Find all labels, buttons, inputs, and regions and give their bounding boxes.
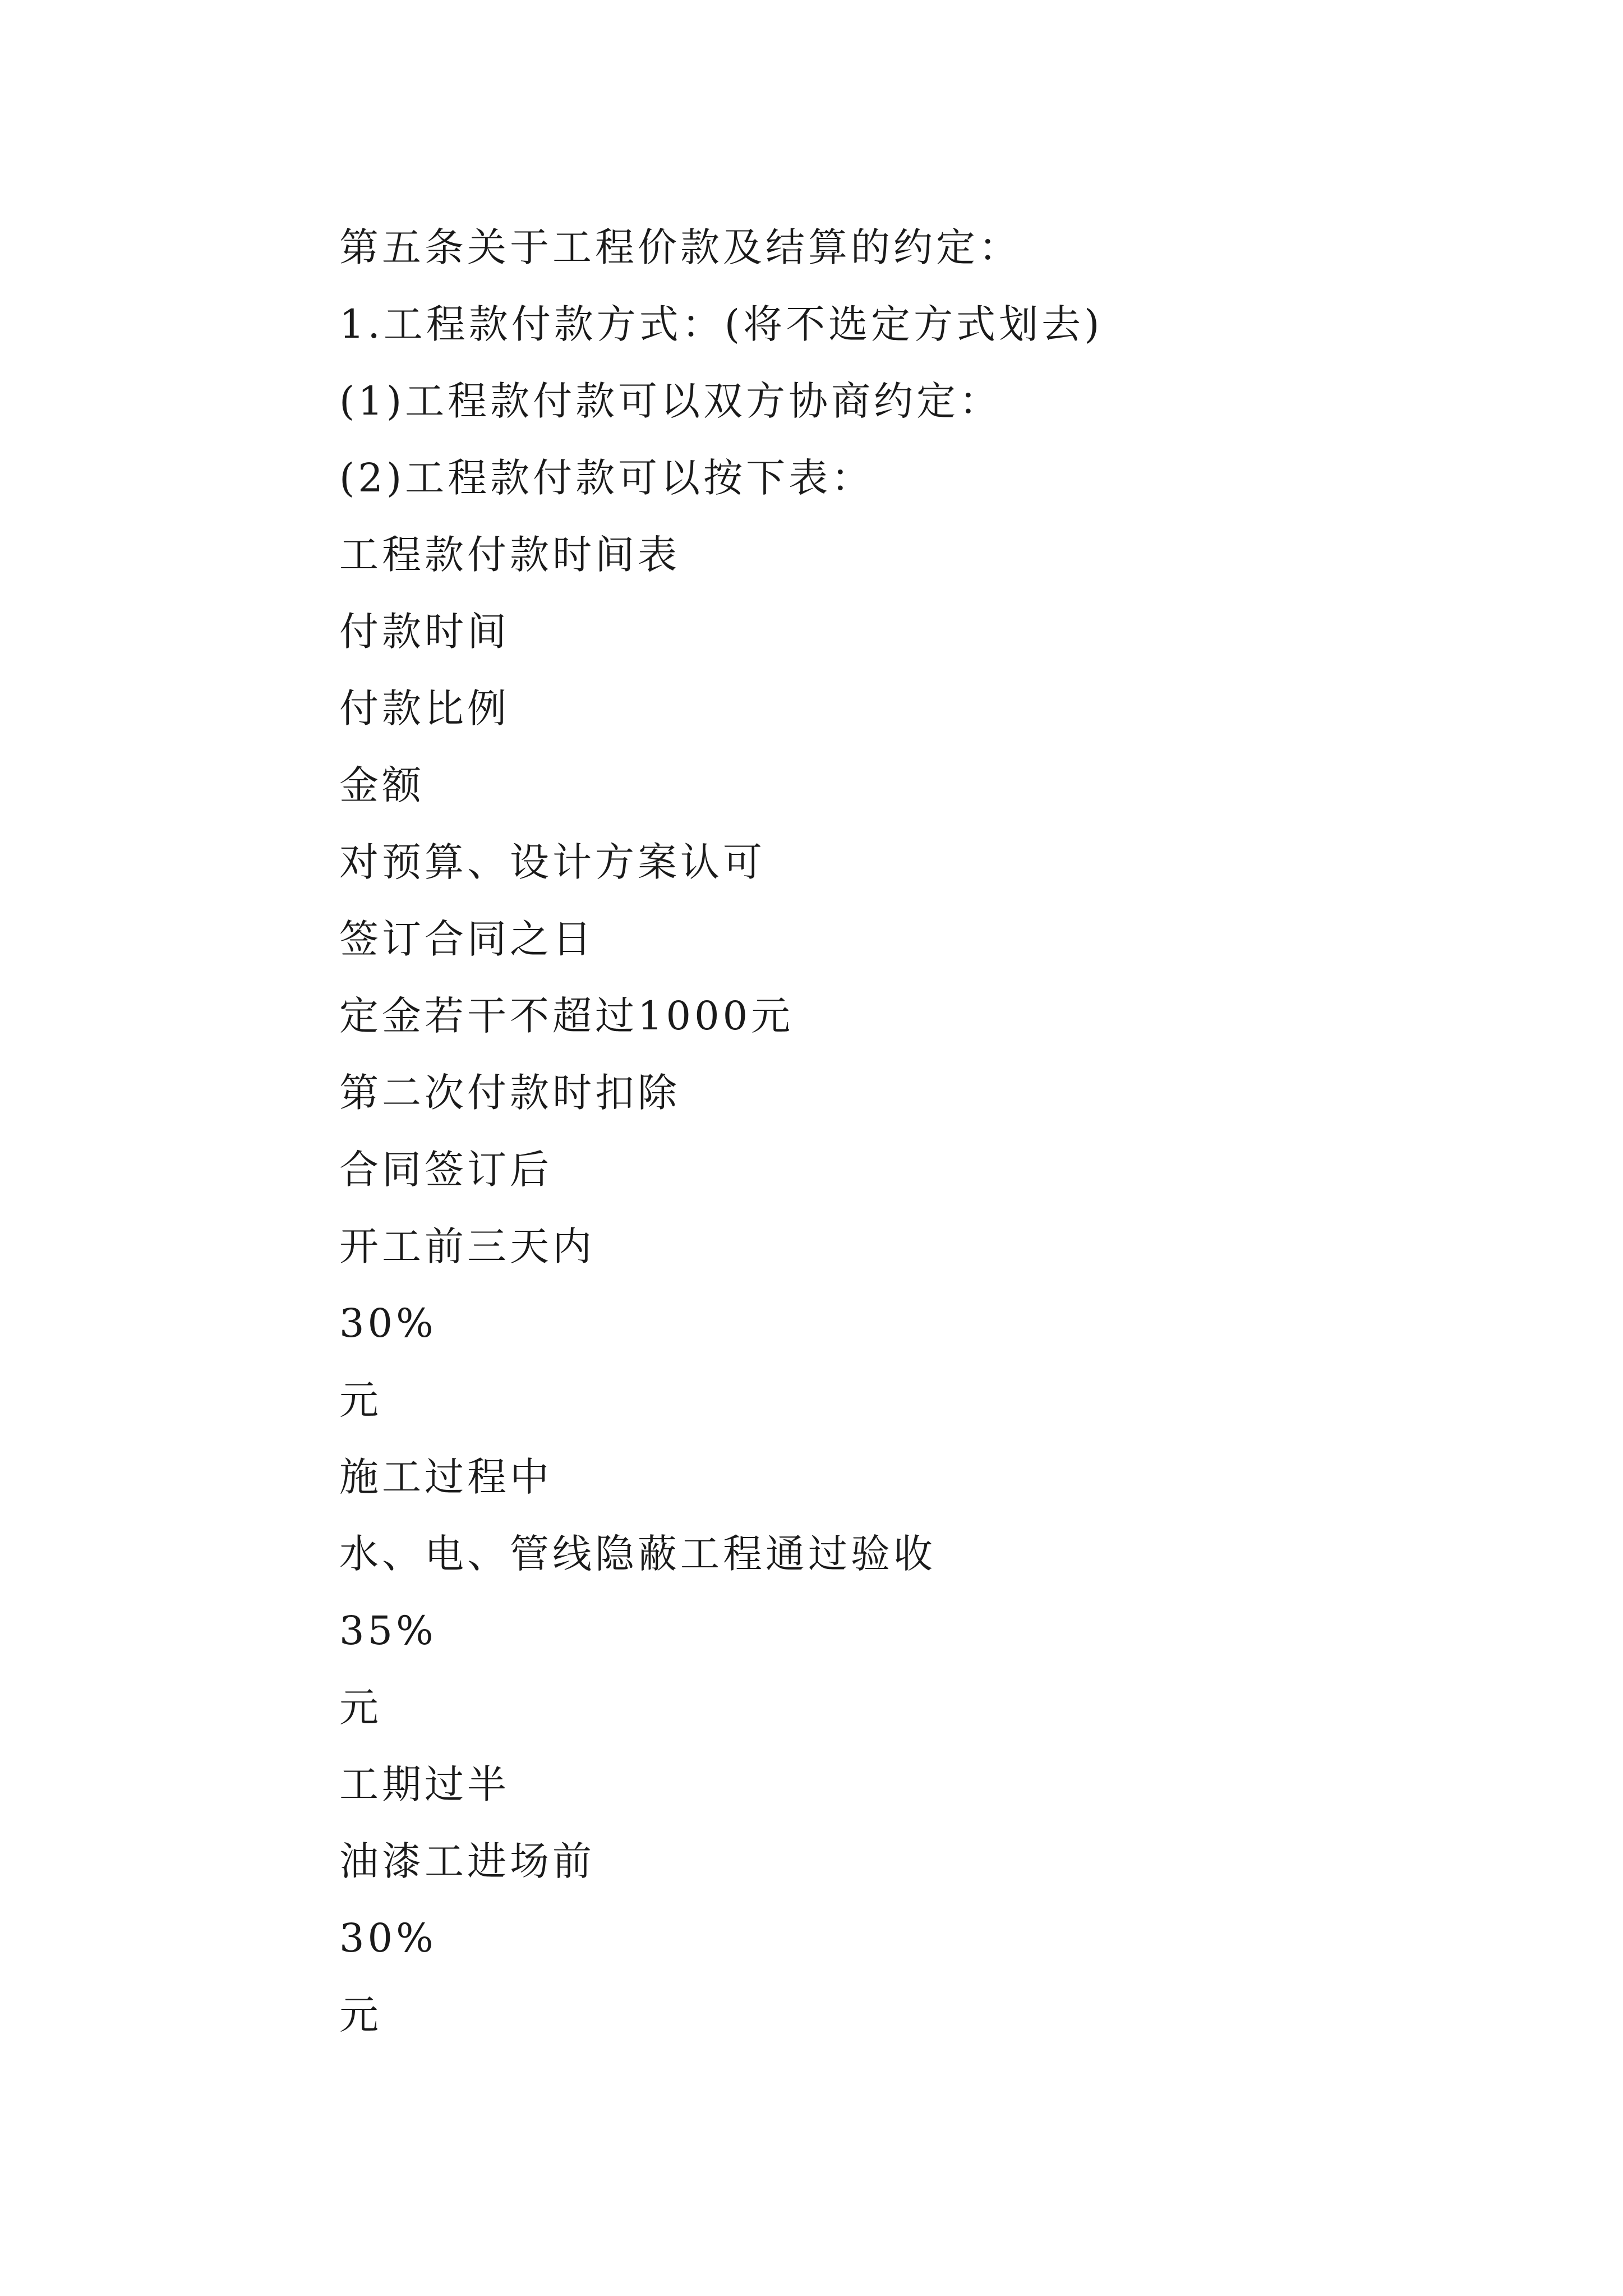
schedule-title: 工程款付款时间表 bbox=[339, 532, 680, 578]
schedule-row-1-time: 签订合同之日 bbox=[339, 916, 595, 962]
schedule-row-2-ratio: 30% bbox=[339, 1300, 437, 1346]
schedule-row-1-stage: 对预算、设计方案认可 bbox=[339, 839, 766, 885]
schedule-row-3-ratio: 35% bbox=[339, 1608, 437, 1654]
clause-heading: 第五条关于工程价款及结算的约定： bbox=[339, 224, 1021, 270]
schedule-row-2-amount: 元 bbox=[339, 1377, 382, 1423]
schedule-row-2-time: 开工前三天内 bbox=[339, 1223, 595, 1269]
payment-option-1: (1)工程款付款可以双方协商约定： bbox=[339, 378, 1002, 424]
schedule-row-2-stage: 合同签订后 bbox=[339, 1147, 552, 1193]
schedule-row-4-ratio: 30% bbox=[339, 1915, 437, 1961]
schedule-row-4-stage: 工期过半 bbox=[339, 1761, 510, 1807]
schedule-row-3-stage: 施工过程中 bbox=[339, 1454, 552, 1500]
schedule-row-3-time: 水、电、管线隐蔽工程通过验收 bbox=[339, 1531, 936, 1577]
payment-method-item: 1.工程款付款方式：(将不选定方式划去) bbox=[339, 301, 1103, 347]
schedule-row-1-ratio: 定金若干不超过1000元 bbox=[339, 993, 794, 1039]
payment-option-2: (2)工程款付款可以按下表： bbox=[339, 455, 874, 501]
schedule-header-ratio: 付款比例 bbox=[339, 685, 510, 731]
schedule-header-time: 付款时间 bbox=[339, 609, 510, 655]
schedule-row-4-amount: 元 bbox=[339, 1992, 382, 2038]
schedule-row-3-amount: 元 bbox=[339, 1685, 382, 1731]
schedule-row-1-amount: 第二次付款时扣除 bbox=[339, 1070, 680, 1116]
document-body bbox=[339, 209, 1517, 2054]
schedule-row-4-time: 油漆工进场前 bbox=[339, 1838, 595, 1884]
schedule-header-amount: 金额 bbox=[339, 762, 425, 808]
